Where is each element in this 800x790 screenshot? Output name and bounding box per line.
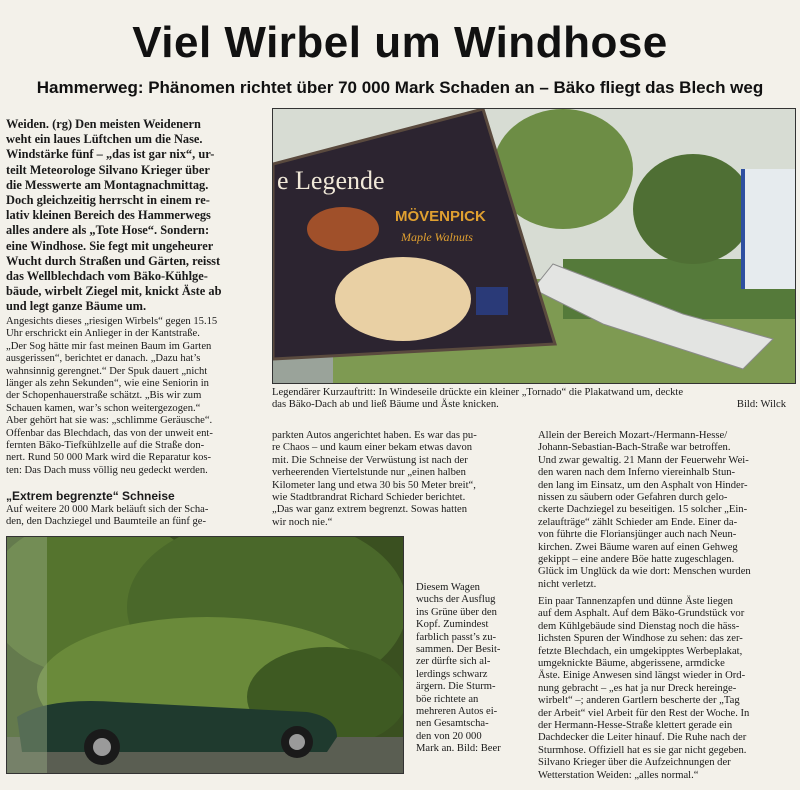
car-photo bbox=[6, 536, 404, 774]
photo1-caption: Legendärer Kurzauftritt: In Windeseile drückte ein kleiner „Tornado“ die Plakatwand um, deckte das Bäko-Dach ab und ließ Bäume und Äste knicken. bbox=[272, 387, 684, 411]
car-illustration bbox=[7, 537, 403, 773]
lead-paragraph: Weiden. (rg) Den meisten Weidenern weht ein laues Lüftchen um die Nase. Windstärke fünf – „das ist gar nix“, ur- teilt Meteorologe Silvano Krieger über die Messwerte am Montagnachmittag. Doch gleichzeitig herrscht in einem re- lativ kleinen Bereich des Hammerwegs alles andere als „Tote Hose“. Sondern: eine Windhose. Sie fegt mit ungeheurer Wucht durch Straßen und Gärten, reisst das Wellblechdach vom Bäko-Kühlge- bäude, wirbelt Ziegel mit, knickt Äste ab und legt ganze Bäume um. bbox=[6, 117, 222, 314]
billboard-text: e Legende bbox=[277, 166, 385, 195]
billboard-brand: MÖVENPICK bbox=[395, 208, 486, 225]
body-column-3: Allein der Bereich Mozart-/Hermann-Hesse/ Johann-Sebastian-Bach-Straße war betroffen. Und zwar gewaltig. 21 Mann der Feuerwehr Wei- den waren nach dem Inferno viereinhalb Stun- den lang im Einsatz, um den Asphalt von Hinder- nissen zu säubern oder Gefahren durch gelo- ckerte Dachziegel zu beseitigen. 15 solcher „Ein- zelaufträge“ zählt Schieder am Ende. Einer da- von führte die Floriansjünger auch nach Neun- kirchen. Zwei Bäume waren auf einen Gehweg gekippt – eine andere Böe hatte zugeschlagen. Glück im Unglück da wie dort: Menschen wurden nicht verletzt. bbox=[538, 430, 751, 590]
body-column-3b: Ein paar Tannenzapfen und dünne Äste liegen auf dem Asphalt. Auf dem Bäko-Grundstück vor dem Kühlgebäude sind Dienstag noch die häss- lichsten Spuren der Windhose zu sehen: das zer- fetzte Blechdach, ein umgekipptes Werbeplakat, umgeknickte Bäume, abgerissene, armdicke Äste. Einige Anwesen sind längst wieder in Ord- nung gebracht – „es hat ja nur Dreck hereinge- wirbelt“ –; anderen Gartlern bescherte der „Tag der Arbeit“ viel Arbeit für den Rest der Woche. In der Hermann-Hesse-Straße klettert gerade ein Dachdecker die Leiter hinauf. Die Ruhe nach der Sturmhose. Offiziell hat es sie gar nicht gegeben. Silvano Krieger über die Aufzeichnungen der Wetterstation Weiden: „alles normal.“ bbox=[538, 596, 750, 781]
body-column-2: parkten Autos angerichtet haben. Es war das pu- re Chaos – und kaum einer bekam etwas davon mit. Die Schneise der Verwüstung ist nach der verheerenden Viertelstunde nur „einen halben Kilometer lang und etwa 30 bis 50 Meter breit“, wie Stadtbrandrat Richard Schieder berichtet. „Das war ganz extrem begrenzt. Sowas hatten wir noch nie.“ bbox=[272, 430, 477, 528]
body-column-1b: Auf weitere 20 000 Mark beläuft sich der Scha- den, den Dachziegel und Baumteile an fünf ge- bbox=[6, 504, 209, 528]
section-title: „Extrem begrenzte“ Schneise bbox=[6, 489, 175, 503]
billboard-illustration bbox=[273, 109, 795, 383]
headline: Viel Wirbel um Windhose bbox=[132, 18, 668, 67]
billboard-flavor: Maple Walnuts bbox=[401, 230, 473, 244]
photo2-caption: Diesem Wagen wuchs der Ausflug ins Grüne über den Kopf. Zumindest farblich passt’s zu- sammen. Der Besit- zer dürfte sich al- lerdings schwarz ärgern. Die Sturm- böe richtete an mehreren Autos ei- nen Gesamtscha- den von 20 000 Mark an. Bild: Beer bbox=[416, 582, 501, 755]
photo1-credit: Bild: Wilck bbox=[736, 399, 786, 410]
billboard-photo bbox=[272, 108, 796, 384]
body-column-1: Angesichts dieses „riesigen Wirbels“ gegen 15.15 Uhr erschrickt ein Anlieger in der Kantstraße. „Der Sog hätte mir fast meinen Baum im Garten ausgerissen“, berichtet er danach. „Dazu hat’s wahnsinnig gerengnet.“ Der Spuk dauert „nicht länger als zehn Sekunden“, wie eine Seniorin in der Schopenhauerstraße schätzt. „Bis wir zum Schauen kamen, war’s schon weitergezogen.“ Aber gehört hat sie was: „schlimme Geräusche“. Offenbar das Blechdach, das von der unweit ent- fernten Bäko-Tiefkühlzelle auf die Straße don- nert. Rund 50 000 Mark wird die Reparatur kos- ten: Das Dach muss völlig neu gedeckt werden. bbox=[6, 316, 218, 476]
brand-logo bbox=[476, 287, 508, 315]
subheadline: Hammerweg: Phänomen richtet über 70 000 Mark Schaden an – Bäko fliegt das Blech weg bbox=[36, 78, 764, 97]
